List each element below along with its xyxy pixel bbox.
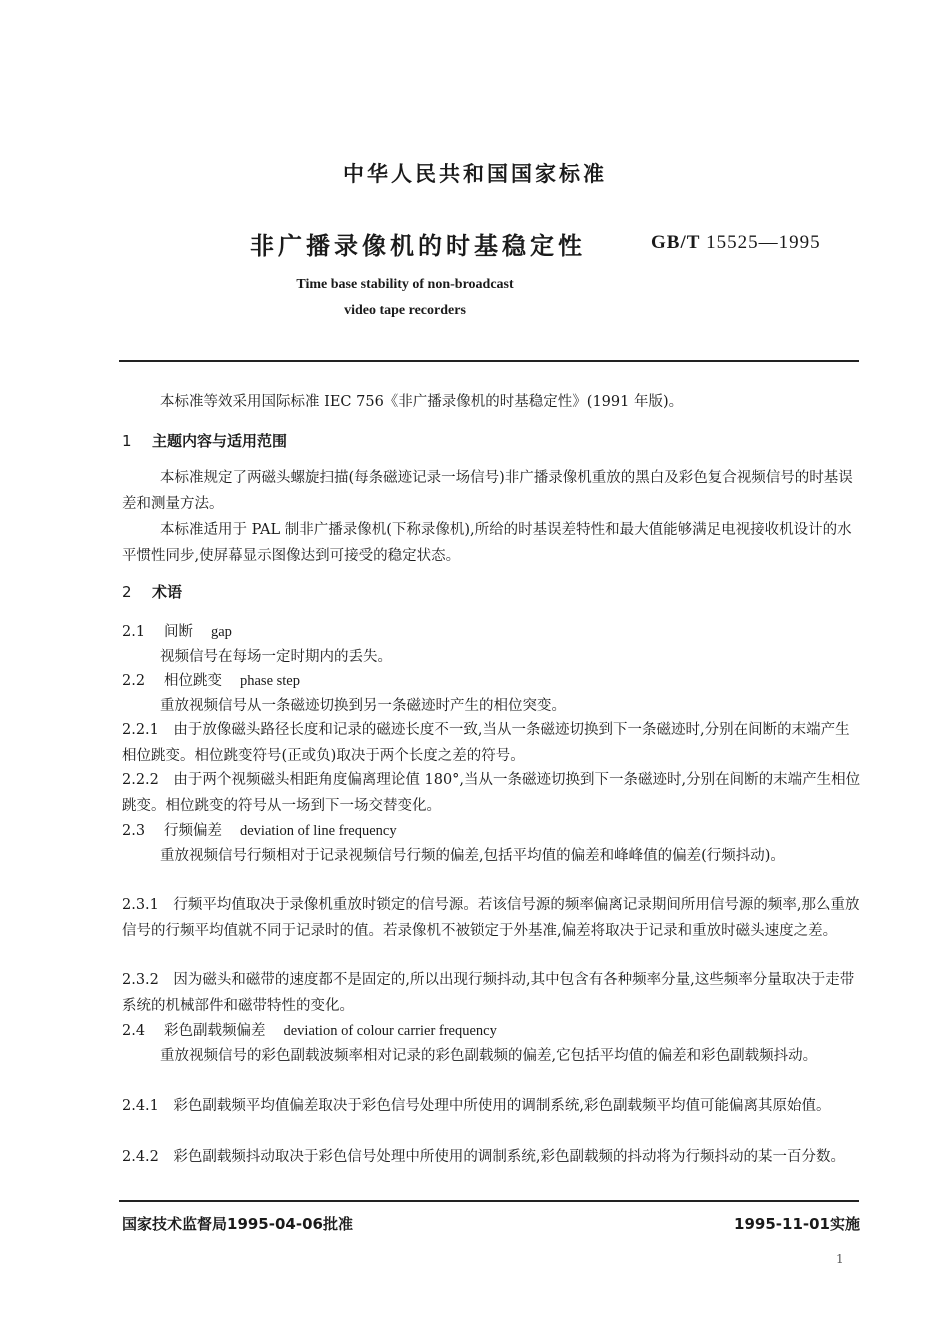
term-2-4-en: deviation of colour carrier frequency <box>283 1023 497 1039</box>
document-title-cn: 非广播录像机的时基稳定性 <box>250 232 586 260</box>
term-2-4-cn: 彩色副载频偏差 <box>164 1023 266 1039</box>
document-title-en-line2: video tape recorders <box>344 303 466 318</box>
approval-date: 国家技术监督局1995-04-06批准 <box>122 1215 353 1233</box>
term-2-1 <box>122 620 232 641</box>
section-2-number: 2 <box>122 583 132 601</box>
term-2-1-definition: 视频信号在每场一定时期内的丢失。 <box>160 649 392 665</box>
term-2-1-en: gap <box>211 624 232 640</box>
term-2-3-cn: 行频偏差 <box>164 823 222 839</box>
standard-prefix: GB/T <box>651 232 701 253</box>
term-2-2-en: phase step <box>240 673 300 689</box>
term-2-3-number: 2.3 <box>122 823 146 839</box>
section-1-paragraph-1: 本标准规定了两磁头螺旋扫描(每条磁迹记录一场信号)非广播录像机重放的黑白及彩色复合视频信号的时基误差和测量方法。 <box>122 470 853 512</box>
clause-2-4-1: 2.4.1 彩色副载频平均值偏差取决于彩色信号处理中所使用的调制系统,彩色副载频平均值可能偏离其原始值。 <box>122 1098 831 1114</box>
standard-code: 15525—1995 <box>706 232 821 253</box>
section-2-heading <box>122 581 182 602</box>
footer-divider <box>119 1200 859 1202</box>
header-divider <box>119 360 859 362</box>
term-2-4-definition: 重放视频信号的彩色副载波频率相对记录的彩色副载频的偏差,它包括平均值的偏差和彩色副载频抖动。 <box>160 1048 818 1064</box>
term-2-2 <box>122 669 300 690</box>
clause-2-3-1: 2.3.1 行频平均值取决于录像机重放时锁定的信号源。若该信号源的频率偏离记录期间所用信号源的频率,那么重放信号的行频平均值就不同于记录时的值。若录像机不被锁定于外基准,偏差将取决于记录和重放时磁头速度之差。 <box>122 897 860 939</box>
term-2-4-number: 2.4 <box>122 1023 146 1039</box>
term-2-1-cn: 间断 <box>164 624 193 640</box>
standard-type-heading: 中华人民共和国国家标准 <box>343 162 607 186</box>
clause-2-2-2: 2.2.2 由于两个视频磁头相距角度偏离理论值 180°,当从一条磁迹切换到下一条磁迹时,分别在间断的末端产生相位跳变。相位跳变的符号从一场到下一场交替变化。 <box>122 772 861 814</box>
term-2-3-definition: 重放视频信号行频相对于记录视频信号行频的偏差,包括平均值的偏差和峰峰值的偏差(行频抖动)。 <box>160 848 785 864</box>
page-number: 1 <box>836 1252 844 1266</box>
section-1-heading <box>122 430 287 451</box>
section-2-title: 术语 <box>152 583 183 601</box>
term-2-3-en: deviation of line frequency <box>240 823 397 839</box>
term-2-1-number: 2.1 <box>122 624 146 640</box>
term-2-2-number: 2.2 <box>122 673 146 689</box>
section-1-paragraph-2: 本标准适用于 PAL 制非广播录像机(下称录像机),所给的时基误差特性和最大值能够满足电视接收机设计的水平惯性同步,使屏幕显示图像达到可接受的稳定状态。 <box>122 522 852 564</box>
clause-2-4-2: 2.4.2 彩色副载频抖动取决于彩色信号处理中所使用的调制系统,彩色副载频的抖动将为行频抖动的某一百分数。 <box>122 1149 845 1165</box>
term-2-2-definition: 重放视频信号从一条磁迹切换到另一条磁迹时产生的相位突变。 <box>160 698 566 714</box>
standard-number <box>651 232 821 254</box>
term-2-4 <box>122 1019 497 1040</box>
section-1-title: 主题内容与适用范围 <box>152 432 288 450</box>
document-title-en-line1: Time base stability of non-broadcast <box>296 277 514 292</box>
effective-date: 1995-11-01实施 <box>734 1215 860 1233</box>
clause-2-3-2: 2.3.2 因为磁头和磁带的速度都不是固定的,所以出现行频抖动,其中包含有各种频率分量,这些频率分量取决于走带系统的机械部件和磁带特性的变化。 <box>122 972 855 1014</box>
clause-2-2-1: 2.2.1 由于放像磁头路径长度和记录的磁迹长度不一致,当从一条磁迹切换到下一条磁迹时,分别在间断的末端产生相位跳变。相位跳变符号(正或负)取决于两个长度之差的符号。 <box>122 722 850 764</box>
term-2-3 <box>122 819 397 840</box>
section-1-number: 1 <box>122 432 132 450</box>
term-2-2-cn: 相位跳变 <box>164 673 222 689</box>
intro-paragraph: 本标准等效采用国际标准 IEC 756《非广播录像机的时基稳定性》(1991 年版)。 <box>160 394 684 410</box>
